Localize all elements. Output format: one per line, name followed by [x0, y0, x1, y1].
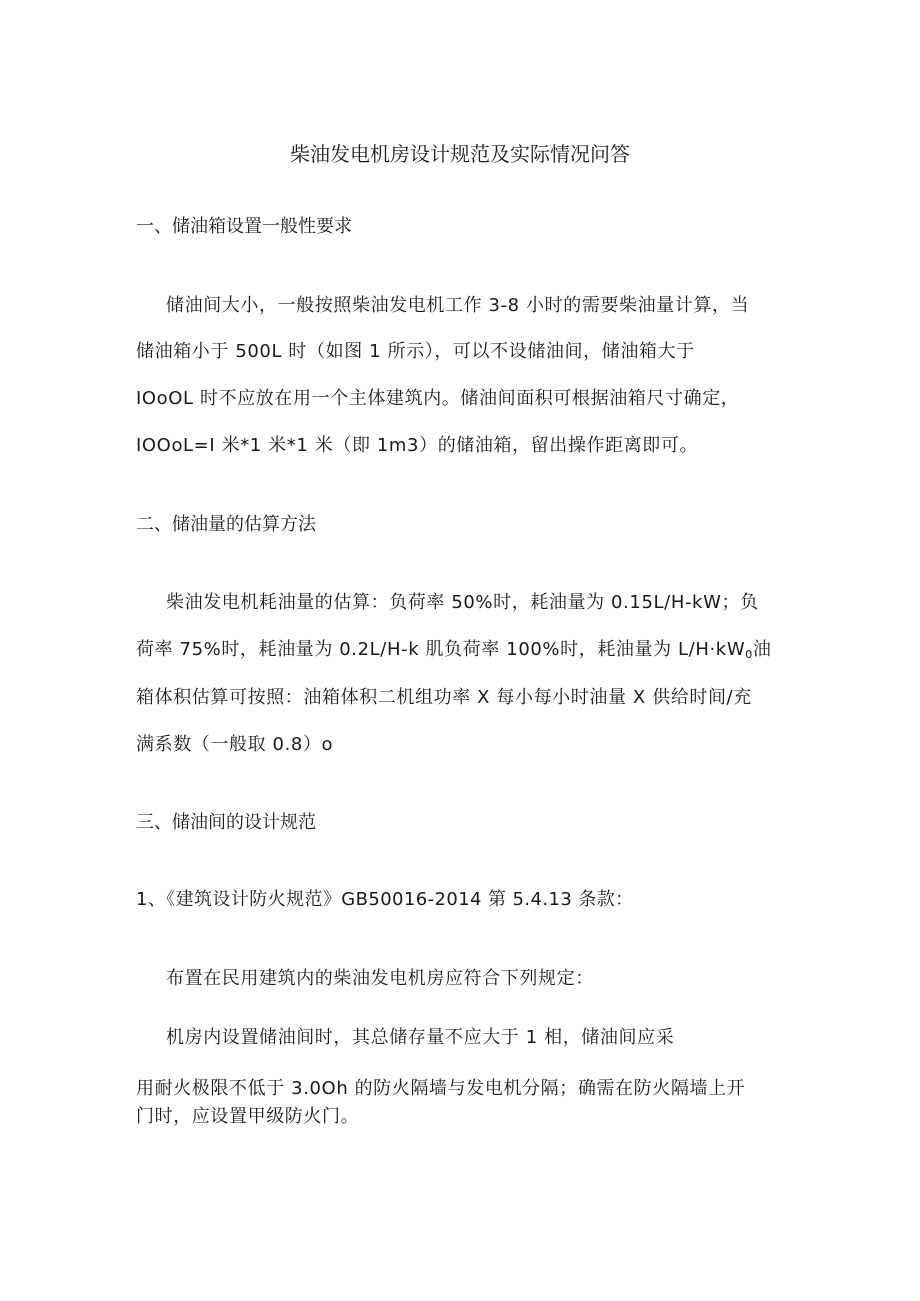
paragraph-line: 柴油发电机耗油量的估算：负荷率 50%时，耗油量为 0.15L/H-kW；负	[166, 592, 759, 613]
paragraph-line: 满系数（一般取 0.8）o	[136, 734, 334, 755]
document-title: 柴油发电机房设计规范及实际情况问答	[290, 142, 630, 166]
paragraph-line: 布置在民用建筑内的柴油发电机房应符合下列规定：	[166, 968, 594, 989]
paragraph-line: 储油间大小，一般按照柴油发电机工作 3-8 小时的需要柴油量计算，当	[166, 295, 750, 316]
paragraph-line: 门时，应设置甲级防火门。	[136, 1106, 360, 1127]
paragraph-line: 机房内设置储油间时，其总储存量不应大于 1 相，储油间应采	[166, 1027, 675, 1048]
section-1-heading: 一、储油箱设置一般性要求	[136, 216, 352, 237]
paragraph-line: IOoOL 时不应放在用一个主体建筑内。储油间面积可根据油箱尺寸确定，	[136, 388, 740, 409]
subscript-text: 0	[745, 648, 753, 661]
paragraph-line: IOOoL=I 米*1 米*1 米（即 1m3）的储油箱，留出操作距离即可。	[136, 435, 699, 456]
paragraph-text: 油	[752, 639, 772, 660]
paragraph-text: 荷率 75%时，耗油量为 0.2L/H-k 肌负荷率 100%时，耗油量为 L/H·kW	[136, 639, 746, 660]
section-3-heading: 三、储油间的设计规范	[136, 812, 316, 833]
paragraph-line	[136, 638, 771, 667]
paragraph-line: 箱体积估算可按照：油箱体积二机组功率 X 每小每小时油量 X 供给时间/充	[136, 687, 752, 708]
paragraph-line: 储油箱小于 500L 时（如图 1 所示），可以不设储油间，储油箱大于	[136, 341, 695, 362]
clause-reference: 1、《建筑设计防火规范》GB50016-2014 第 5.4.13 条款：	[136, 889, 634, 910]
paragraph-line: 用耐火极限不低于 3.0Oh 的防火隔墙与发电机分隔；确需在防火隔墙上开	[136, 1078, 746, 1099]
section-2-heading: 二、储油量的估算方法	[136, 514, 316, 535]
